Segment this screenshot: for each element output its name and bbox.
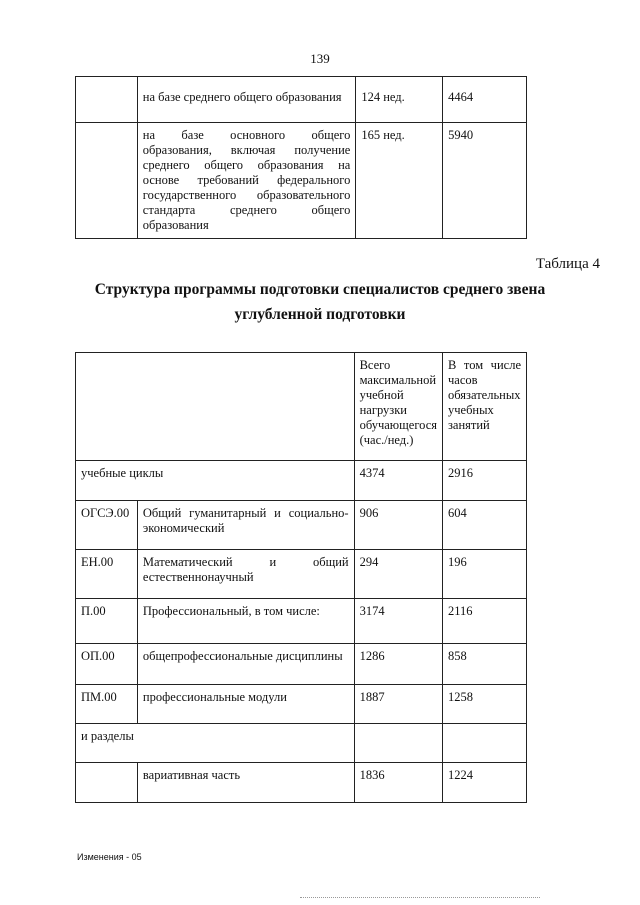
table-row [76,501,527,550]
table-title: Структура программы подготовки специалистов среднего звена [94,281,546,298]
table-cell-name: общепрофессиональные дисциплины [137,644,354,685]
table-cell-code [76,77,138,123]
table-subtitle: углубленной подготовки [234,306,406,323]
table-cell-total: 3174 [354,599,442,644]
table-cell-total: 294 [354,550,442,599]
table-row [76,644,527,685]
table-cell-required: 858 [442,644,526,685]
top-table [75,76,527,239]
table-cell-weeks: 124 нед. [356,77,443,123]
table-row [76,550,527,599]
table-cell-code [76,763,138,803]
table-cell-total: 4374 [354,461,442,501]
table-cell-name: Общий гуманитарный и социально-экономический [137,501,354,550]
table-cell-name: Математический и общий естественнонаучный [137,550,354,599]
table-cell-total: 906 [354,501,442,550]
table-row [76,123,527,239]
table-cell-code: ПМ.00 [76,685,138,724]
table-cell-required: 1224 [442,763,526,803]
table-cell-text: на базе основного общего образования, включая получение среднего общего образования на основе требований федерального государственного образовательного стандарта среднего общего образования [137,123,356,239]
table-cell-required: 196 [442,550,526,599]
table-cell-required: 604 [442,501,526,550]
table-cell-name: вариативная часть [137,763,354,803]
table-cell-total: 1286 [354,644,442,685]
header-row [76,353,527,461]
page-number: 139 [310,51,330,66]
table-row [76,763,527,803]
header-cell-empty [76,353,355,461]
table-cell-name: Профессиональный, в том числе: [137,599,354,644]
table-cell-text: на базе среднего общего образования [137,77,356,123]
table-cell-total: 1887 [354,685,442,724]
table-cell-total: 1836 [354,763,442,803]
table-row [76,77,527,123]
table-cell-hours: 4464 [443,77,527,123]
table-cell-weeks: 165 нед. [356,123,443,239]
footer-note: Изменения - 05 [77,852,142,862]
table-cell-code: ОП.00 [76,644,138,685]
table-cell-total [354,724,442,763]
table-cell-required: 1258 [442,685,526,724]
header-cell-total-load: Всего максимальной учебной нагрузки обучающегося (час./нед.) [354,353,442,461]
table-cell-code: ОГСЭ.00 [76,501,138,550]
structure-table [75,352,527,803]
header-cell-required-hours: В том числе часов обязательных учебных занятий [442,353,526,461]
table-cell-required [442,724,526,763]
table-cell-hours: 5940 [443,123,527,239]
table-cell-name: профессиональные модули [137,685,354,724]
table-cell-code [76,123,138,239]
table-row [76,461,527,501]
table-label: Таблица 4 [535,256,600,272]
table-row [76,599,527,644]
table-cell-required: 2916 [442,461,526,501]
table-row [76,685,527,724]
table-cell-required: 2116 [442,599,526,644]
table-cell-code: ЕН.00 [76,550,138,599]
page-bottom-divider [300,897,540,898]
row-label-sections: и разделы [76,724,355,763]
row-label-cycles: учебные циклы [76,461,355,501]
table-row [76,724,527,763]
table-cell-code: П.00 [76,599,138,644]
